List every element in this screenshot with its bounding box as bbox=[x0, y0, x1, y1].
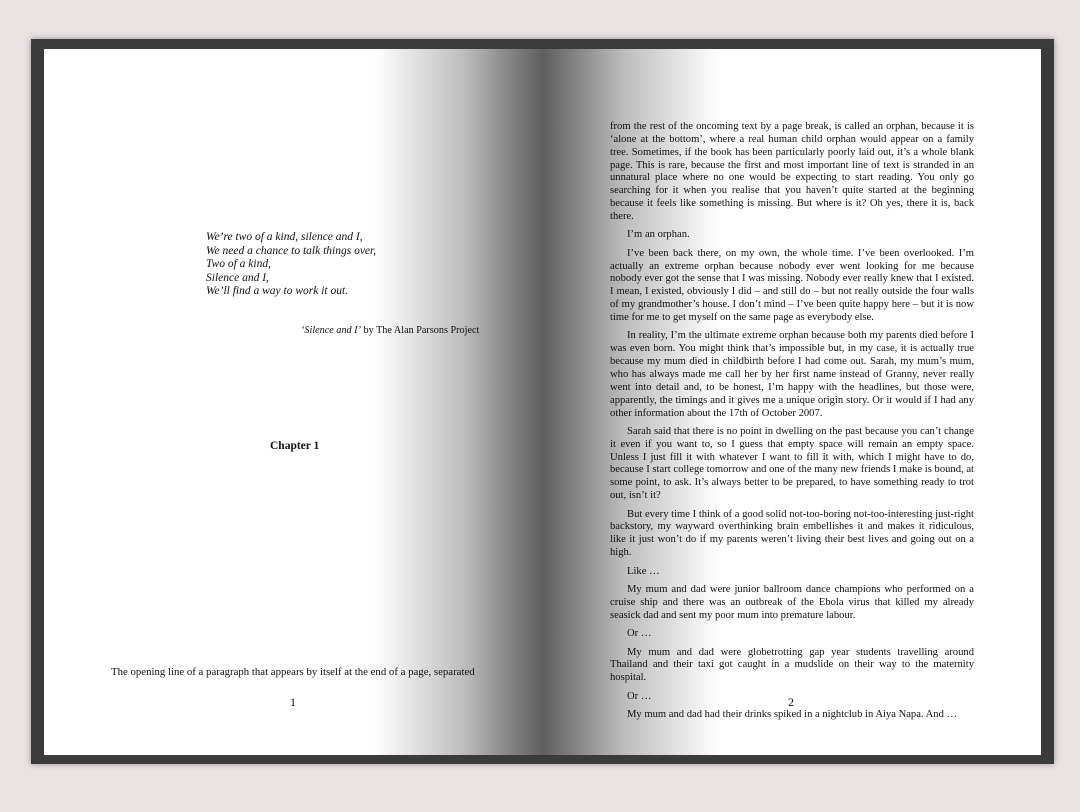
epigraph-line: Two of a kind, bbox=[206, 258, 271, 271]
epigraph-line: Silence and I, bbox=[206, 271, 269, 284]
paragraph: I’m an orphan. bbox=[627, 229, 690, 241]
paragraph: In reality, I’m the ultimate extreme orphan because both my parents died before I was even born. You might think that’s impossible but, in my case, it is actually true because my mum died in childbirth before I had come out. Sarah, my mum’s mum, who has always made me call her by her first name instead of Granny, never really went into detail and, to be honest, I’m happy with the headlines, but those were, apparently, the timings and it gives me a unique origin story. Or it would if I had any other information about the 17th of October 2007. bbox=[610, 330, 974, 419]
paragraph: I’ve been back there, on my own, the whole time. I’ve been overlooked. I’m actually an extreme orphan because nobody ever went looking for me because nobody ever got the sense that I was missing. Nobody ever really knew that I existed. I mean, I existed, obviously I did – and still do – but not really outside the four walls of my grandmother’s house. I don’t mind – I’ve been quite happy here – but it is now time for me to get myself on the same page as everybody else. bbox=[610, 247, 974, 323]
right-page bbox=[543, 49, 1041, 755]
paragraph: from the rest of the oncoming text by a page break, is called an orphan, because it is ‘alone at the bottom’, where a real human child orphan would appear on a family tree. Sometimes, if the book has been particularly poorly laid out, it’s a whole blank page. This is rare, because the first and most important line of text is stranded in an unnatural place where no one would be expecting to start reading. You only go searching for it when you realise that you haven’t quite started at the beginning because it feels like something is missing. But where is it? Oh yes, there it is, back there. bbox=[610, 121, 974, 222]
paragraph: Or … bbox=[627, 690, 652, 702]
epigraph-line: We’ll find a way to work it out. bbox=[206, 285, 349, 298]
page-number-right: 2 bbox=[788, 695, 794, 709]
page-number-left: 1 bbox=[290, 695, 296, 709]
opening-line: The opening line of a paragraph that appears by itself at the end of a page, separated bbox=[111, 666, 475, 678]
book bbox=[31, 39, 1054, 764]
book-spread bbox=[44, 49, 1041, 755]
paragraph: My mum and dad were globetrotting gap year students travelling around Thailand and their taxi got caught in a mudslide on their way to the maternity hospital. bbox=[610, 646, 974, 684]
body-text bbox=[610, 121, 974, 728]
epigraph-line: We need a chance to talk things over, bbox=[206, 244, 377, 257]
paragraph: Like … bbox=[627, 565, 660, 577]
paragraph: Or … bbox=[627, 628, 652, 640]
paragraph: But every time I think of a good solid not-too-boring not-too-interesting just-right backstory, my wayward overthinking brain embellishes it and makes it ridiculous, like it just won’t do if my parents weren’t living their best lives and going out on a high. bbox=[610, 508, 974, 559]
epigraph-attribution bbox=[301, 325, 479, 336]
epigraph bbox=[206, 231, 376, 299]
attribution-artist: by The Alan Parsons Project bbox=[360, 325, 480, 336]
attribution-song-title: ‘Silence and I’ bbox=[301, 325, 361, 336]
epigraph-line: We’re two of a kind, silence and I, bbox=[206, 231, 363, 243]
chapter-heading: Chapter 1 bbox=[270, 440, 320, 452]
paragraph: Sarah said that there is no point in dwelling on the past because you can’t change it even if you want to, so I guess that empty space will remain an empty space. Unless I just fill it with whatever I want to fill it with, which I might have to do, because I start college tomorrow and one of the many new friends I make is bound, at some point, to ask. It’s always better to be prepared, to have something ready to trot out, isn’t it? bbox=[610, 425, 974, 502]
left-page bbox=[44, 49, 543, 755]
paragraph: My mum and dad had their drinks spiked in a nightclub in Aiya Napa. And … bbox=[627, 709, 958, 721]
paragraph: My mum and dad were junior ballroom dance champions who performed on a cruise ship and there was an outbreak of the Ebola virus that killed my already seasick dad and sent my poor mum into premature labour. bbox=[610, 584, 974, 621]
